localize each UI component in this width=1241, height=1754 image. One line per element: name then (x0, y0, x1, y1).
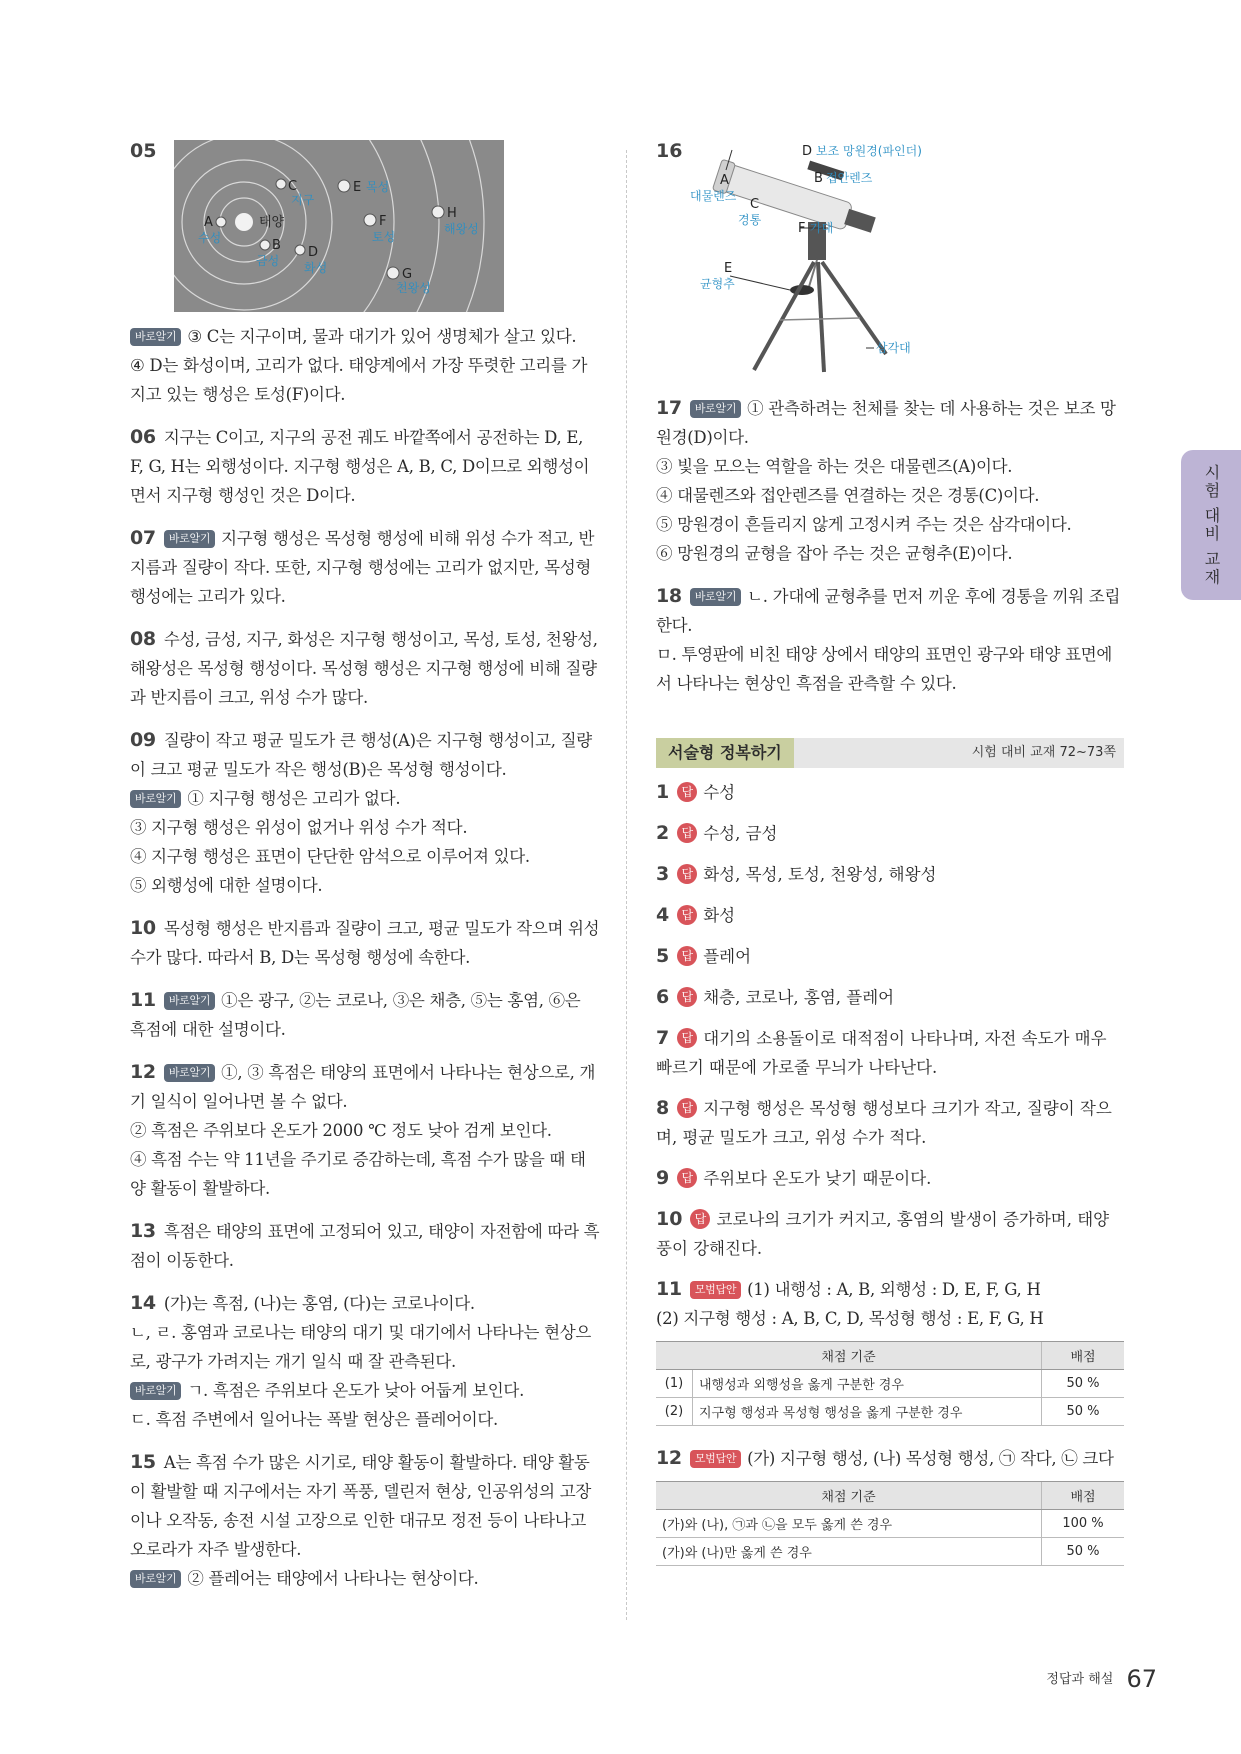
question-05 (130, 140, 600, 409)
svg-text:대물렌즈: 대물렌즈 (690, 189, 737, 203)
question-10 (130, 914, 600, 972)
svg-text:G: G (401, 267, 412, 282)
answer-badge: 답 (690, 1209, 710, 1229)
explanation-text: 흑점은 태양의 표면에 고정되어 있고, 태양이 자전함에 따라 흑점이 이동한다. (130, 1222, 600, 1270)
svg-text:접안렌즈: 접안렌즈 (826, 171, 873, 185)
svg-text:B: B (814, 171, 823, 186)
answer-row (656, 1205, 1124, 1263)
explanation-text: ㄱ. 흑점은 주위보다 온도가 낮아 어둡게 보인다. (187, 1381, 525, 1400)
answer-text: (가) 지구형 행성, (나) 목성형 행성, ㉠ 작다, ㉡ 크다 (747, 1449, 1114, 1468)
question-07 (130, 524, 600, 611)
question-number: 9 (656, 1167, 670, 1189)
answer-text: (1) 내행성 : A, B, 외행성 : D, E, F, G, H (747, 1280, 1041, 1299)
answer-text: (2) 지구형 행성 : A, B, C, D, 목성형 행성 : E, F, G, H (656, 1309, 1044, 1328)
table-row (656, 1398, 1124, 1426)
question-number: 17 (656, 397, 682, 419)
answer-row (656, 901, 1124, 930)
question-number: 1 (656, 781, 670, 803)
question-14 (130, 1289, 600, 1434)
table-header: 채점 기준 (656, 1482, 1042, 1510)
solar-system-diagram (174, 140, 504, 312)
answer-row (656, 778, 1124, 807)
answer-badge: 답 (677, 1028, 697, 1048)
section-title: 서술형 정복하기 (656, 738, 794, 768)
answer-row (656, 1094, 1124, 1152)
answer-badge: 답 (677, 823, 697, 843)
section-header (656, 738, 1124, 768)
question-number: 13 (130, 1220, 156, 1242)
table-row (656, 1538, 1124, 1566)
answer-text: 수성, 금성 (703, 824, 778, 843)
page-number: 67 (1126, 1665, 1157, 1693)
svg-text:A: A (720, 173, 729, 188)
explanation-text: ⑤ 망원경이 흔들리지 않게 고정시켜 주는 것은 삼각대이다. (656, 515, 1072, 534)
correction-badge: 바로알기 (164, 1064, 215, 1082)
table-row (656, 1370, 1124, 1398)
svg-text:H: H (446, 206, 457, 221)
question-06 (130, 423, 600, 510)
table-cell: (가)와 (나), ㉠과 ㉡을 모두 옳게 쓴 경우 (656, 1510, 1042, 1538)
explanation-text: ④ 지구형 행성은 표면이 단단한 암석으로 이루어져 있다. (130, 847, 530, 866)
svg-text:보조 망원경(파인더): 보조 망원경(파인더) (816, 144, 922, 158)
explanation-text: ④ 대물렌즈와 접안렌즈를 연결하는 것은 경통(C)이다. (656, 486, 1040, 505)
answer-row (656, 819, 1124, 848)
svg-text:수성: 수성 (197, 231, 221, 245)
answer-12 (656, 1444, 1124, 1566)
svg-text:태양: 태양 (258, 215, 284, 230)
answer-badge: 답 (677, 987, 697, 1007)
question-number: 12 (130, 1061, 156, 1083)
answer-text: 주위보다 온도가 낮기 때문이다. (703, 1169, 932, 1188)
question-number: 09 (130, 729, 156, 751)
answer-badge: 답 (677, 1168, 697, 1188)
explanation-text: ①은 광구, ②는 코로나, ③은 채층, ⑤는 홍염, ⑥은 흑점에 대한 설명이다. (130, 991, 581, 1039)
svg-text:경통: 경통 (738, 213, 762, 227)
table-header: 채점 기준 (656, 1342, 1042, 1370)
explanation-text: 지구는 C이고, 지구의 공전 궤도 바깥쪽에서 공전하는 D, E, F, G, H는 외행성이다. 지구형 행성은 A, B, C, D이므로 외행성이면서 지구형 행성인 것은 D이다. (130, 428, 590, 505)
svg-text:C: C (750, 197, 760, 212)
explanation-text: ㄴ, ㄹ. 홍염과 코로나는 태양의 대기 및 대기에서 나타나는 현상으로, 광구가 가려지는 개기 일식 때 잘 관측된다. (130, 1323, 592, 1371)
question-number: 05 (130, 140, 157, 162)
table-header: 배점 (1042, 1342, 1125, 1370)
table-row (656, 1510, 1124, 1538)
table-cell: 50 % (1042, 1398, 1125, 1426)
svg-text:E: E (352, 180, 361, 195)
svg-text:해왕성: 해왕성 (443, 222, 479, 236)
question-12 (130, 1058, 600, 1203)
answer-badge: 답 (677, 782, 697, 802)
question-number: 11 (656, 1278, 682, 1300)
explanation-text: ① 지구형 행성은 고리가 없다. (187, 789, 401, 808)
question-number: 16 (656, 140, 683, 162)
explanation-text: ⑥ 망원경의 균형을 잡아 주는 것은 균형추(E)이다. (656, 544, 1013, 563)
model-answer-badge: 모범답안 (690, 1281, 741, 1299)
question-number: 6 (656, 986, 670, 1008)
explanation-text: ③ 빛을 모으는 역할을 하는 것은 대물렌즈(A)이다. (656, 457, 1013, 476)
question-number: 5 (656, 945, 670, 967)
question-number: 11 (130, 989, 156, 1011)
svg-text:F: F (378, 214, 387, 229)
table-cell: (가)와 (나)만 옳게 쓴 경우 (656, 1538, 1042, 1566)
question-number: 14 (130, 1292, 156, 1314)
question-number: 3 (656, 863, 670, 885)
question-17 (656, 394, 1124, 568)
question-number: 08 (130, 628, 156, 650)
svg-text:C: C (287, 179, 297, 194)
correction-badge: 바로알기 (690, 588, 741, 606)
table-cell: 50 % (1042, 1538, 1125, 1566)
model-answer-badge: 모범답안 (690, 1450, 741, 1468)
answer-text: 화성, 목성, 토성, 천왕성, 해왕성 (703, 865, 937, 884)
question-number: 12 (656, 1447, 682, 1469)
column-divider (626, 150, 627, 1620)
svg-text:토성: 토성 (371, 230, 395, 244)
table-header: 배점 (1042, 1482, 1125, 1510)
explanation-text: ⑤ 외행성에 대한 설명이다. (130, 876, 323, 895)
explanation-text: 질량이 작고 평균 밀도가 큰 행성(A)은 지구형 행성이고, 질량이 크고 평균 밀도가 작은 행성(B)은 목성형 행성이다. (130, 731, 592, 779)
question-16 (656, 140, 1124, 380)
answer-11 (656, 1275, 1124, 1426)
explanation-text: ①, ③ 흑점은 태양의 표면에서 나타나는 현상으로, 개기 일식이 일어나면 볼 수 없다. (130, 1063, 596, 1111)
svg-text:D: D (307, 245, 318, 260)
side-tab[interactable]: 시험 대비 교재 (1181, 450, 1241, 600)
explanation-text: 수성, 금성, 지구, 화성은 지구형 행성이고, 목성, 토성, 천왕성, 해왕성은 목성형 행성이다. 목성형 행성은 지구형 행성에 비해 질량과 반지름이 크고, 위성 수가 많다. (130, 630, 598, 707)
explanation-text: ③ 지구형 행성은 위성이 없거나 위성 수가 적다. (130, 818, 468, 837)
correction-badge: 바로알기 (690, 400, 741, 418)
answer-badge: 답 (677, 864, 697, 884)
explanation-text: ④ 흑점 수는 약 11년을 주기로 증감하는데, 흑점 수가 많을 때 태양 활동이 활발하다. (130, 1150, 586, 1198)
question-number: 2 (656, 822, 670, 844)
explanation-text: ㅁ. 투영판에 비친 태양 상에서 태양의 표면인 광구와 태양 표면에서 나타나는 현상인 흑점을 관측할 수 있다. (656, 645, 1113, 693)
answer-text: 플레어 (703, 947, 752, 966)
question-number: 18 (656, 585, 682, 607)
svg-text:A: A (203, 215, 213, 230)
svg-text:F: F (798, 221, 806, 236)
explanation-text: ① 관측하려는 천체를 찾는 데 사용하는 것은 보조 망원경(D)이다. (656, 399, 1116, 447)
correction-badge: 바로알기 (164, 992, 215, 1010)
table-cell: 50 % (1042, 1370, 1125, 1398)
answer-text: 대기의 소용돌이로 대적점이 나타나며, 자전 속도가 매우 빠르기 때문에 가로줄 무늬가 나타난다. (656, 1029, 1107, 1077)
table-cell: 지구형 행성과 목성형 행성을 옳게 구분한 경우 (693, 1398, 1042, 1426)
svg-text:균형추: 균형추 (700, 277, 735, 291)
correction-badge: 바로알기 (130, 328, 181, 346)
answer-row (656, 1164, 1124, 1193)
correction-badge: 바로알기 (130, 1382, 181, 1400)
question-08 (130, 625, 600, 712)
question-number: 15 (130, 1451, 156, 1473)
explanation-text: 목성형 행성은 반지름과 질량이 크고, 평균 밀도가 작으며 위성 수가 많다. 따라서 B, D는 목성형 행성에 속한다. (130, 919, 600, 967)
explanation-text: 지구형 행성은 목성형 행성에 비해 위성 수가 적고, 반지름과 질량이 작다. 또한, 지구형 행성에는 고리가 없지만, 목성형 행성에는 고리가 있다. (130, 529, 595, 606)
question-number: 10 (656, 1208, 683, 1230)
answer-text: 코로나의 크기가 커지고, 홍염의 발생이 증가하며, 태양풍이 강해진다. (656, 1210, 1110, 1258)
answer-text: 채층, 코로나, 홍염, 플레어 (703, 988, 895, 1007)
explanation-text: ④ D는 화성이며, 고리가 없다. 태양계에서 가장 뚜렷한 고리를 가지고 있는 행성은 토성(F)이다. (130, 356, 588, 404)
explanation-text: (가)는 흑점, (나)는 홍염, (다)는 코로나이다. (163, 1294, 475, 1313)
svg-text:지구: 지구 (290, 193, 314, 207)
left-column (130, 140, 600, 1607)
question-09 (130, 726, 600, 900)
answer-badge: 답 (677, 1098, 697, 1118)
question-15 (130, 1448, 600, 1593)
correction-badge: 바로알기 (130, 790, 181, 808)
question-number: 07 (130, 527, 156, 549)
explanation-text: ㄷ. 흑점 주변에서 일어나는 폭발 현상은 플레어이다. (130, 1410, 498, 1429)
svg-text:화성: 화성 (303, 261, 327, 275)
answer-row (656, 942, 1124, 971)
svg-text:목성: 목성 (365, 180, 389, 194)
svg-text:E: E (724, 261, 733, 276)
question-number: 7 (656, 1027, 670, 1049)
answer-badge: 답 (677, 905, 697, 925)
answer-text: 수성 (703, 783, 736, 802)
question-13 (130, 1217, 600, 1275)
explanation-text: A는 흑점 수가 많은 시기로, 태양 활동이 활발하다. 태양 활동이 활발할 때 지구에서는 자기 폭풍, 델린저 현상, 인공위성의 고장이나 오작동, 송전 시설 고장으로 인한 대규모 정전 등이 나타나고 오로라가 자주 발생한다. (130, 1453, 592, 1559)
footer-label: 정답과 해설 (1046, 1672, 1114, 1687)
question-number: 10 (130, 917, 156, 939)
correction-badge: 바로알기 (164, 530, 215, 548)
svg-text:천왕성: 천왕성 (395, 281, 431, 295)
table-cell: (2) (656, 1398, 693, 1426)
svg-text:B: B (271, 238, 281, 253)
scoring-table (656, 1341, 1124, 1426)
svg-text:금성: 금성 (255, 254, 279, 268)
explanation-text: ㄴ. 가대에 균형추를 먼저 끼운 후에 경통을 끼워 조립한다. (656, 587, 1121, 635)
correction-badge: 바로알기 (130, 1570, 181, 1588)
explanation-text: ③ C는 지구이며, 물과 대기가 있어 생명체가 살고 있다. (187, 327, 577, 346)
answer-row (656, 860, 1124, 889)
answer-list (656, 778, 1124, 1263)
table-cell: (1) (656, 1370, 693, 1398)
question-number: 8 (656, 1097, 670, 1119)
table-cell: 100 % (1042, 1510, 1125, 1538)
explanation-text: ② 플레어는 태양에서 나타나는 현상이다. (187, 1569, 479, 1588)
answer-row (656, 983, 1124, 1012)
right-column (656, 140, 1124, 1584)
answer-badge: 답 (677, 946, 697, 966)
page-footer (1046, 1665, 1157, 1693)
svg-text:D: D (802, 144, 813, 159)
question-11 (130, 986, 600, 1044)
scoring-table (656, 1481, 1124, 1566)
table-cell: 내행성과 외행성을 옳게 구분한 경우 (693, 1370, 1042, 1398)
telescope-diagram (690, 140, 990, 380)
answer-text: 지구형 행성은 목성형 행성보다 크기가 작고, 질량이 작으며, 평균 밀도가 크고, 위성 수가 적다. (656, 1099, 1112, 1147)
question-18 (656, 582, 1124, 698)
question-number: 06 (130, 426, 156, 448)
explanation-text: ② 흑점은 주위보다 온도가 2000 ℃ 정도 낮아 검게 보인다. (130, 1121, 552, 1140)
section-reference: 시험 대비 교재 72~73쪽 (971, 745, 1116, 760)
answer-text: 화성 (703, 906, 736, 925)
svg-text:가대: 가대 (810, 221, 834, 235)
svg-text:삼각대: 삼각대 (876, 341, 911, 355)
question-number: 4 (656, 904, 670, 926)
answer-row (656, 1024, 1124, 1082)
